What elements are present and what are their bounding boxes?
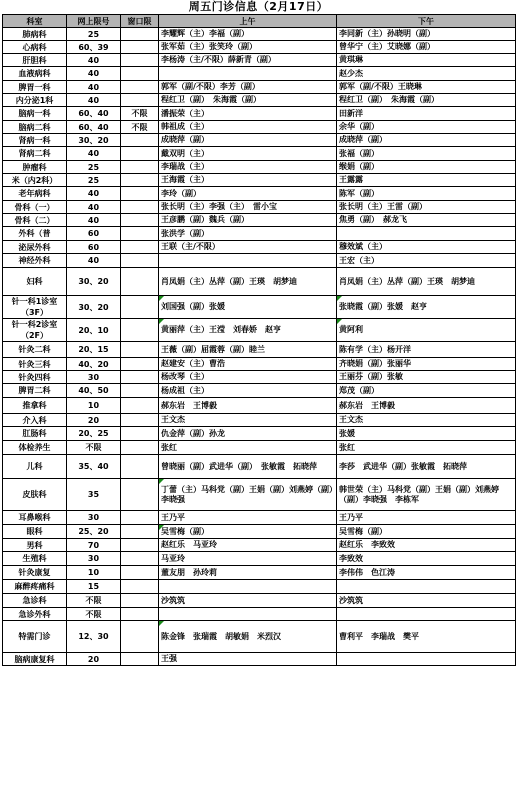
am-cell: 张红 bbox=[159, 441, 337, 455]
pm-cell: 焦勇（副） 郝龙飞 bbox=[337, 214, 516, 227]
header-row bbox=[3, 15, 516, 28]
am-cell: 董友朋 孙玲莉 bbox=[159, 566, 337, 580]
am-cell: 王联（主/不限） bbox=[159, 241, 337, 254]
pm-cell: 穆效斌（主） bbox=[337, 241, 516, 254]
dept-cell: 老年病科 bbox=[3, 187, 67, 201]
quota-cell: 60、40 bbox=[67, 121, 121, 134]
quota-cell: 不限 bbox=[67, 608, 121, 621]
pm-cell: 韩世荣（主）马科党（副）王娟（副）刘燕婷（副）李晓强 李栋军 bbox=[337, 479, 516, 511]
table-row bbox=[3, 41, 516, 54]
dept-cell: 针一科2诊室（2F） bbox=[3, 319, 67, 342]
table-row bbox=[3, 94, 516, 107]
table-row bbox=[3, 358, 516, 371]
window-cell bbox=[121, 653, 159, 666]
dept-cell: 肾病二科 bbox=[3, 147, 67, 161]
table-row bbox=[3, 107, 516, 121]
window-cell bbox=[121, 187, 159, 201]
quota-cell: 25 bbox=[67, 28, 121, 41]
dept-cell: 针一科1诊室（3F） bbox=[3, 296, 67, 319]
quota-cell: 40 bbox=[67, 67, 121, 81]
table-row bbox=[3, 455, 516, 479]
quota-cell: 70 bbox=[67, 539, 121, 552]
pm-cell: 黄阿利 bbox=[337, 319, 516, 342]
am-cell bbox=[159, 254, 337, 268]
pm-cell: 王文杰 bbox=[337, 414, 516, 427]
quota-cell: 40、20 bbox=[67, 358, 121, 371]
quota-cell: 40、50 bbox=[67, 384, 121, 398]
am-cell: 杨改琴（主） bbox=[159, 371, 337, 384]
table-row bbox=[3, 147, 516, 161]
dept-cell: 男科 bbox=[3, 539, 67, 552]
am-cell: 刘国强（副）张媛 bbox=[159, 296, 337, 319]
dept-cell: 体检养生 bbox=[3, 441, 67, 455]
table-row bbox=[3, 594, 516, 608]
dept-cell: 针灸四科 bbox=[3, 371, 67, 384]
table-row bbox=[3, 319, 516, 342]
pm-cell: 张晓霞（副）张媛 赵亨 bbox=[337, 296, 516, 319]
quota-cell: 25 bbox=[67, 174, 121, 187]
window-cell bbox=[121, 319, 159, 342]
am-cell: 仇金萍（副）孙龙 bbox=[159, 427, 337, 441]
table-row bbox=[3, 174, 516, 187]
pm-cell: 程红卫（副） 朱海霞（副） bbox=[337, 94, 516, 107]
dept-cell: 肺病科 bbox=[3, 28, 67, 41]
am-cell bbox=[159, 580, 337, 594]
am-cell: 王海霞（主） bbox=[159, 174, 337, 187]
header-quota: 网上限号 bbox=[67, 15, 121, 28]
am-cell bbox=[159, 608, 337, 621]
dept-cell: 骨科（二） bbox=[3, 214, 67, 227]
table-row bbox=[3, 54, 516, 67]
quota-cell: 40 bbox=[67, 201, 121, 214]
schedule-body bbox=[3, 28, 516, 666]
quota-cell: 30、20 bbox=[67, 296, 121, 319]
am-cell: 吴雪梅（副） bbox=[159, 525, 337, 539]
am-cell: 张洪学（副） bbox=[159, 227, 337, 241]
pm-cell: 王露露 bbox=[337, 174, 516, 187]
window-cell bbox=[121, 414, 159, 427]
am-cell: 张军茹（主）张笑玲（副） bbox=[159, 41, 337, 54]
pm-cell: 黄琪琳 bbox=[337, 54, 516, 67]
quota-cell: 40 bbox=[67, 147, 121, 161]
quota-cell: 40 bbox=[67, 214, 121, 227]
pm-cell: 沙筑筑 bbox=[337, 594, 516, 608]
dept-cell: 外科（普 bbox=[3, 227, 67, 241]
am-cell: 李杨涛（主/不限）薛新青（副） bbox=[159, 54, 337, 67]
quota-cell: 40 bbox=[67, 81, 121, 94]
table-row bbox=[3, 28, 516, 41]
dept-cell: 肛肠科 bbox=[3, 427, 67, 441]
table-row bbox=[3, 511, 516, 525]
table-row bbox=[3, 552, 516, 566]
pm-cell: 齐晓娟（副）张丽华 bbox=[337, 358, 516, 371]
header-am: 上午 bbox=[159, 15, 337, 28]
quota-cell: 40 bbox=[67, 94, 121, 107]
window-cell bbox=[121, 161, 159, 174]
pm-cell: 余华（副） bbox=[337, 121, 516, 134]
window-cell bbox=[121, 594, 159, 608]
quota-cell: 25、20 bbox=[67, 525, 121, 539]
pm-cell: 张福（副） bbox=[337, 147, 516, 161]
quota-cell: 20、15 bbox=[67, 342, 121, 358]
window-cell bbox=[121, 371, 159, 384]
dept-cell: 针灸康复 bbox=[3, 566, 67, 580]
dept-cell: 心病科 bbox=[3, 41, 67, 54]
table-row bbox=[3, 580, 516, 594]
quota-cell: 20、10 bbox=[67, 319, 121, 342]
dept-cell: 特需门诊 bbox=[3, 621, 67, 653]
quota-cell: 10 bbox=[67, 566, 121, 580]
pm-cell: 吴雪梅（副） bbox=[337, 525, 516, 539]
window-cell bbox=[121, 455, 159, 479]
am-cell: 马亚玲 bbox=[159, 552, 337, 566]
window-cell bbox=[121, 134, 159, 147]
am-cell: 王薇（副）屈霞蓉（副）睦兰 bbox=[159, 342, 337, 358]
dept-cell: 脑病二科 bbox=[3, 121, 67, 134]
am-cell: 郭军（副/不限）李芳（副） bbox=[159, 81, 337, 94]
quota-cell: 35、40 bbox=[67, 455, 121, 479]
pm-cell: 陈有学（主）杨开洋 bbox=[337, 342, 516, 358]
quota-cell: 60 bbox=[67, 227, 121, 241]
dept-cell: 神经外科 bbox=[3, 254, 67, 268]
dept-cell: 肝胆科 bbox=[3, 54, 67, 67]
am-cell: 黄丽萍（主）王滢 刘春娇 赵亨 bbox=[159, 319, 337, 342]
am-cell: 李耀辉（主）李福（副） bbox=[159, 28, 337, 41]
pm-cell: 赵少杰 bbox=[337, 67, 516, 81]
dept-cell: 针灸三科 bbox=[3, 358, 67, 371]
window-cell bbox=[121, 608, 159, 621]
header-dept: 科室 bbox=[3, 15, 67, 28]
dept-cell: 脑病康复科 bbox=[3, 653, 67, 666]
table-row bbox=[3, 384, 516, 398]
am-cell: 丁蕾（主）马科党（副）王娟（副）刘燕婷（副）李晓强 bbox=[159, 479, 337, 511]
am-cell: 陈金锋 张瑞霞 胡敏娟 米烈汉 bbox=[159, 621, 337, 653]
schedule-table bbox=[2, 14, 516, 666]
window-cell bbox=[121, 342, 159, 358]
window-cell bbox=[121, 539, 159, 552]
pm-cell: 李伟伟 色江涛 bbox=[337, 566, 516, 580]
quota-cell: 不限 bbox=[67, 441, 121, 455]
window-cell bbox=[121, 268, 159, 296]
am-cell: 韩祖成（主） bbox=[159, 121, 337, 134]
table-row bbox=[3, 371, 516, 384]
window-cell bbox=[121, 147, 159, 161]
table-row bbox=[3, 427, 516, 441]
am-cell: 成晓萍（副） bbox=[159, 134, 337, 147]
window-cell bbox=[121, 81, 159, 94]
window-cell bbox=[121, 28, 159, 41]
quota-cell: 12、30 bbox=[67, 621, 121, 653]
dept-cell: 肿瘤科 bbox=[3, 161, 67, 174]
am-cell: 李瑞战（主） bbox=[159, 161, 337, 174]
dept-cell: 耳鼻喉科 bbox=[3, 511, 67, 525]
dept-cell: 脑病一科 bbox=[3, 107, 67, 121]
table-row bbox=[3, 268, 516, 296]
pm-cell: 田新洋 bbox=[337, 107, 516, 121]
window-cell bbox=[121, 479, 159, 511]
window-cell bbox=[121, 398, 159, 414]
am-cell: 张长明（主）李强（主） 雷小宝 bbox=[159, 201, 337, 214]
pm-cell: 曾华宁（主）艾晓娜（副） bbox=[337, 41, 516, 54]
table-row bbox=[3, 296, 516, 319]
window-cell bbox=[121, 94, 159, 107]
table-row bbox=[3, 525, 516, 539]
pm-cell bbox=[337, 653, 516, 666]
table-row bbox=[3, 342, 516, 358]
pm-cell: 张长明（主）王雷（副） bbox=[337, 201, 516, 214]
pm-cell: 赵红乐 李致效 bbox=[337, 539, 516, 552]
table-row bbox=[3, 241, 516, 254]
table-row bbox=[3, 479, 516, 511]
am-cell: 王乃平 bbox=[159, 511, 337, 525]
am-cell: 程红卫（副） 朱海霞（副） bbox=[159, 94, 337, 107]
quota-cell: 40 bbox=[67, 254, 121, 268]
am-cell: 王彦鹏（副）魏兵（副） bbox=[159, 214, 337, 227]
am-cell: 杨成祖（主） bbox=[159, 384, 337, 398]
table-row bbox=[3, 67, 516, 81]
pm-cell: 曹利平 李瑞战 樊平 bbox=[337, 621, 516, 653]
am-cell: 李玲（副） bbox=[159, 187, 337, 201]
am-cell: 沙筑筑 bbox=[159, 594, 337, 608]
dept-cell: 推拿科 bbox=[3, 398, 67, 414]
pm-cell: 张媛 bbox=[337, 427, 516, 441]
pm-cell: 郭军（副/不限）王晓琳 bbox=[337, 81, 516, 94]
window-cell bbox=[121, 511, 159, 525]
pm-cell: 王乃平 bbox=[337, 511, 516, 525]
window-cell bbox=[121, 67, 159, 81]
table-row bbox=[3, 121, 516, 134]
window-cell bbox=[121, 427, 159, 441]
dept-cell: 米（内2科） bbox=[3, 174, 67, 187]
quota-cell: 30、20 bbox=[67, 268, 121, 296]
pm-cell: 肖凤娟（主）丛萍（副）王瑛 胡梦迪 bbox=[337, 268, 516, 296]
window-cell: 不限 bbox=[121, 107, 159, 121]
window-cell: 不限 bbox=[121, 121, 159, 134]
window-cell bbox=[121, 201, 159, 214]
table-row bbox=[3, 653, 516, 666]
page-title: 周五门诊信息（2月17日） bbox=[188, 0, 329, 13]
am-cell: 戴双明（主） bbox=[159, 147, 337, 161]
dept-cell: 泌尿外科 bbox=[3, 241, 67, 254]
table-row bbox=[3, 608, 516, 621]
table-row bbox=[3, 621, 516, 653]
table-row bbox=[3, 81, 516, 94]
table-row bbox=[3, 539, 516, 552]
quota-cell: 10 bbox=[67, 398, 121, 414]
am-cell: 赵红乐 马亚玲 bbox=[159, 539, 337, 552]
am-cell: 曾晓丽（副）武进华（副） 张敏霞 拓晓萍 bbox=[159, 455, 337, 479]
am-cell: 肖凤娟（主）丛萍（副）王瑛 胡梦迪 bbox=[159, 268, 337, 296]
table-row bbox=[3, 414, 516, 427]
header-window: 窗口限 bbox=[121, 15, 159, 28]
window-cell bbox=[121, 525, 159, 539]
dept-cell: 脾胃一科 bbox=[3, 81, 67, 94]
pm-cell: 郝东岩 王博毅 bbox=[337, 398, 516, 414]
window-cell bbox=[121, 441, 159, 455]
dept-cell: 生殖科 bbox=[3, 552, 67, 566]
pm-cell: 王丽芬（副）张敏 bbox=[337, 371, 516, 384]
dept-cell: 介入科 bbox=[3, 414, 67, 427]
quota-cell: 60、39 bbox=[67, 41, 121, 54]
table-row bbox=[3, 227, 516, 241]
quota-cell: 30 bbox=[67, 511, 121, 525]
am-cell bbox=[159, 67, 337, 81]
window-cell bbox=[121, 241, 159, 254]
dept-cell: 妇科 bbox=[3, 268, 67, 296]
quota-cell: 30 bbox=[67, 371, 121, 384]
table-row bbox=[3, 134, 516, 147]
dept-cell: 麻醉疼痛科 bbox=[3, 580, 67, 594]
pm-cell: 郑茂（副） bbox=[337, 384, 516, 398]
quota-cell: 30、20 bbox=[67, 134, 121, 147]
quota-cell: 60 bbox=[67, 241, 121, 254]
window-cell bbox=[121, 227, 159, 241]
quota-cell: 20、25 bbox=[67, 427, 121, 441]
pm-cell: 成晓萍（副） bbox=[337, 134, 516, 147]
dept-cell: 针灸二科 bbox=[3, 342, 67, 358]
window-cell bbox=[121, 296, 159, 319]
table-row bbox=[3, 187, 516, 201]
window-cell bbox=[121, 384, 159, 398]
window-cell bbox=[121, 174, 159, 187]
dept-cell: 内分泌1科 bbox=[3, 94, 67, 107]
quota-cell: 60、40 bbox=[67, 107, 121, 121]
table-row bbox=[3, 441, 516, 455]
table-row bbox=[3, 161, 516, 174]
header-pm: 下午 bbox=[337, 15, 516, 28]
window-cell bbox=[121, 41, 159, 54]
quota-cell: 40 bbox=[67, 187, 121, 201]
quota-cell: 20 bbox=[67, 414, 121, 427]
window-cell bbox=[121, 214, 159, 227]
window-cell bbox=[121, 552, 159, 566]
pm-cell: 李同新（主）孙晓明（副） bbox=[337, 28, 516, 41]
table-row bbox=[3, 214, 516, 227]
pm-cell bbox=[337, 227, 516, 241]
table-row bbox=[3, 566, 516, 580]
quota-cell: 20 bbox=[67, 653, 121, 666]
table-row bbox=[3, 254, 516, 268]
window-cell bbox=[121, 254, 159, 268]
am-cell: 郝东岩 王博毅 bbox=[159, 398, 337, 414]
window-cell bbox=[121, 54, 159, 67]
am-cell: 潘振荣（主） bbox=[159, 107, 337, 121]
am-cell: 赵建安（主）曹浩 bbox=[159, 358, 337, 371]
dept-cell: 脾胃二科 bbox=[3, 384, 67, 398]
quota-cell: 不限 bbox=[67, 594, 121, 608]
dept-cell: 血液病科 bbox=[3, 67, 67, 81]
dept-cell: 皮肤科 bbox=[3, 479, 67, 511]
dept-cell: 儿科 bbox=[3, 455, 67, 479]
quota-cell: 35 bbox=[67, 479, 121, 511]
am-cell: 王强 bbox=[159, 653, 337, 666]
pm-cell: 王宏（主） bbox=[337, 254, 516, 268]
quota-cell: 25 bbox=[67, 161, 121, 174]
pm-cell: 缑娟（副） bbox=[337, 161, 516, 174]
dept-cell: 眼科 bbox=[3, 525, 67, 539]
window-cell bbox=[121, 566, 159, 580]
window-cell bbox=[121, 621, 159, 653]
window-cell bbox=[121, 580, 159, 594]
window-cell bbox=[121, 358, 159, 371]
quota-cell: 30 bbox=[67, 552, 121, 566]
quota-cell: 15 bbox=[67, 580, 121, 594]
pm-cell bbox=[337, 608, 516, 621]
pm-cell bbox=[337, 580, 516, 594]
pm-cell: 李莎 武进华（副）张敏霞 拓晓萍 bbox=[337, 455, 516, 479]
am-cell: 王文杰 bbox=[159, 414, 337, 427]
pm-cell: 李致效 bbox=[337, 552, 516, 566]
dept-cell: 急诊外科 bbox=[3, 608, 67, 621]
dept-cell: 急诊科 bbox=[3, 594, 67, 608]
dept-cell: 肾病一科 bbox=[3, 134, 67, 147]
table-row bbox=[3, 201, 516, 214]
dept-cell: 骨科（一） bbox=[3, 201, 67, 214]
table-row bbox=[3, 398, 516, 414]
quota-cell: 40 bbox=[67, 54, 121, 67]
pm-cell: 陈军（副） bbox=[337, 187, 516, 201]
pm-cell: 张红 bbox=[337, 441, 516, 455]
